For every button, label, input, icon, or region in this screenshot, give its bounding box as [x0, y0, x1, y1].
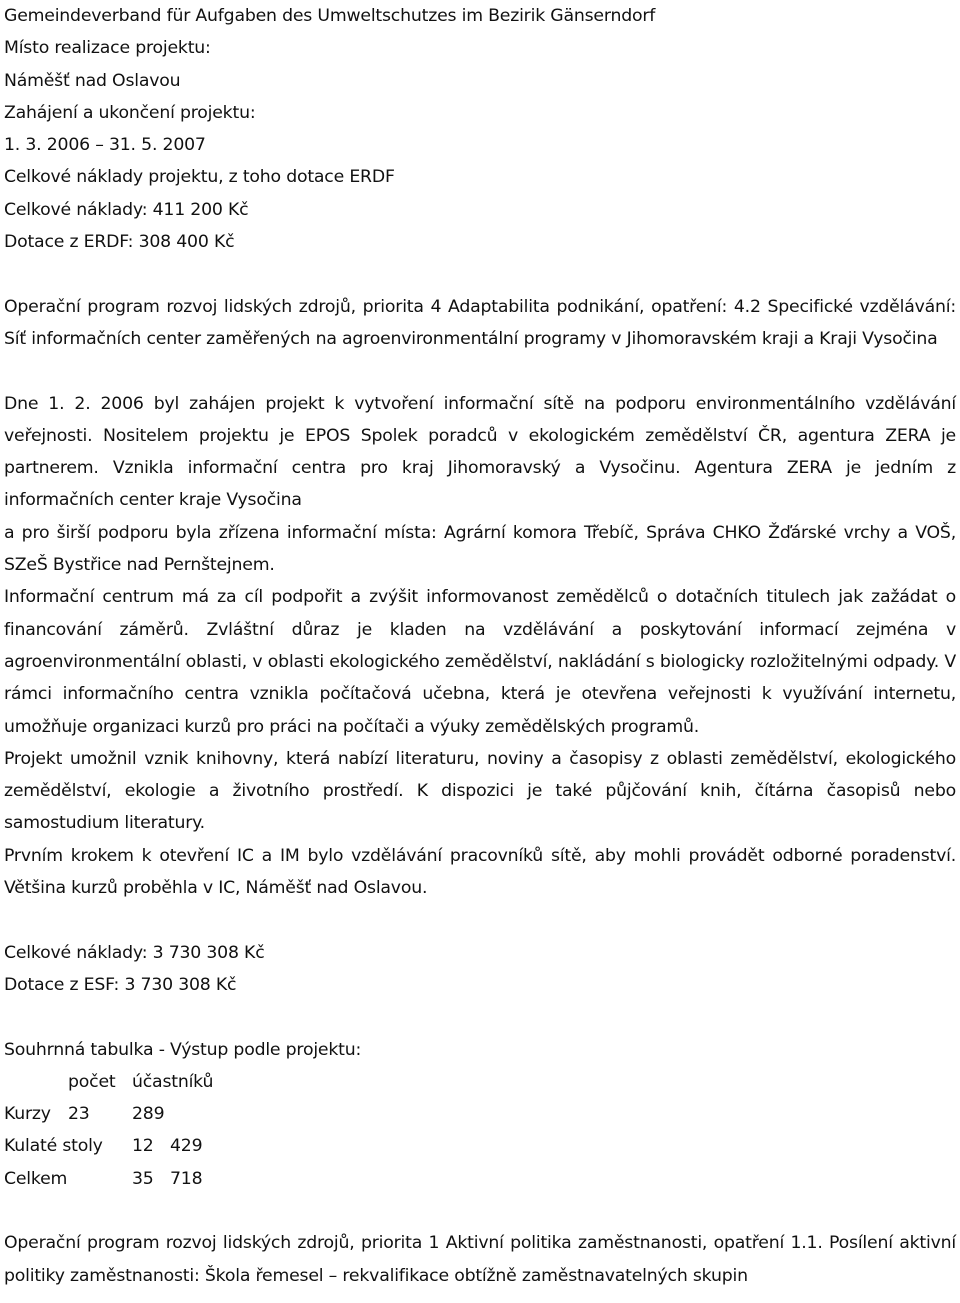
costs-block [4, 937, 956, 1002]
costs-heading: Celkové náklady projektu, z toho dotace ERDF [4, 167, 395, 188]
body-paragraph: Dne 1. 2. 2006 byl zahájen projekt k vytvoření informační sítě na podporu environmentálního vzdělávání veřejnosti. Nositelem projektu je EPOS Spolek poradců v ekologickém zemědělství ČR, agentura ZERA je partnerem. Vznikla informační centra pro kraj Jihomoravský a Vysočinu. Agentura ZERA je jedním z informačních center kraje Vysočina [4, 393, 956, 511]
table-cell: 718 [170, 1168, 203, 1189]
body-text [4, 388, 956, 905]
table-header-cell [4, 1066, 68, 1098]
table-cell: 289 [132, 1104, 165, 1125]
program-heading-1: Operační program rozvoj lidských zdrojů, priorita 4 Adaptabilita podnikání, opatření: 4.2 Specifické vzdělávání: Síť informačních center zaměřených na agroenvironmentální programy v Jihomoravském kraji a Kraji Vysočina [4, 296, 956, 349]
total-costs: Celkové náklady: 411 200 Kč [4, 199, 249, 220]
duration-label: Zahájení a ukončení projektu: [4, 102, 256, 123]
spacer [4, 904, 956, 936]
table-cell: 429 [170, 1136, 203, 1157]
spacer [4, 355, 956, 387]
summary-table-title: Souhrnná tabulka - Výstup podle projektu: [4, 1039, 362, 1060]
table-row [4, 1098, 956, 1130]
duration-value: 1. 3. 2006 – 31. 5. 2007 [4, 135, 206, 156]
summary-table [4, 1034, 956, 1195]
table-cell: Kulaté stoly [4, 1136, 103, 1157]
table-header-row [4, 1066, 956, 1098]
table-cell: 12 [132, 1136, 154, 1157]
table-cell: Celkem [4, 1168, 68, 1189]
erdf-subsidy: Dotace z ERDF: 308 400 Kč [4, 232, 235, 253]
document-page [4, 0, 956, 1292]
header-block [4, 0, 956, 258]
table-header-cell: účastníků [132, 1071, 214, 1092]
body-paragraph: Prvním krokem k otevření IC a IM bylo vzdělávání pracovníků sítě, aby mohli provádět odborné poradenství. Většina kurzů proběhla v IC, Náměšť nad Oslavou. [4, 845, 956, 899]
table-cell: 23 [68, 1104, 90, 1125]
body-paragraph: Projekt umožnil vznik knihovny, která nabízí literaturu, noviny a časopisy z oblasti zemědělství, ekologického zemědělství, ekologie a životního prostředí. K dispozici je také půjčování knih, čítárna časopisů nebo samostudium literatury. [4, 748, 956, 834]
esf-subsidy: Dotace z ESF: 3 730 308 Kč [4, 974, 237, 995]
spacer [4, 1195, 956, 1227]
program-heading-2: Operační program rozvoj lidských zdrojů, priorita 1 Aktivní politika zaměstnanosti, opatření 1.1. Posílení aktivní politiky zaměstnanosti: Škola řemesel – rekvalifikace obtížně zaměstnavatelných skupin [4, 1233, 956, 1286]
table-cell: Kurzy [4, 1104, 51, 1125]
location-value: Náměšť nad Oslavou [4, 70, 181, 91]
body-paragraph: Informační centrum má za cíl podpořit a zvýšit informovanost zemědělců o dotačních titulech jak zažádat o financování záměrů. Zvláštní důraz je kladen na vzdělávání a poskytování informací zejména v agroenvironmentální oblasti, v oblasti ekologického zemědělství, nakládání s biologicky rozložitelnými odpady. V rámci informačního centra vznikla počítačová učebna, která je otevřena veřejnosti k využívání internetu, umožňuje organizaci kurzů pro práci na počítači a výuky zemědělských programů. [4, 587, 956, 737]
table-header-cell: počet [68, 1071, 116, 1092]
table-row [4, 1130, 956, 1162]
esf-total-costs: Celkové náklady: 3 730 308 Kč [4, 942, 265, 963]
spacer [4, 1001, 956, 1033]
table-row [4, 1163, 956, 1195]
spacer [4, 258, 956, 290]
location-label: Místo realizace projektu: [4, 38, 211, 59]
organization-name: Gemeindeverband für Aufgaben des Umweltschutzes im Bezirik Gänserndorf [4, 6, 656, 26]
table-cell: 35 [132, 1168, 154, 1189]
body-paragraph: a pro širší podporu byla zřízena informační místa: Agrární komora Třebíč, Správa CHKO Žďárské vrchy a VOŠ, SZeŠ Bystřice nad Pernštejnem. [4, 522, 956, 576]
